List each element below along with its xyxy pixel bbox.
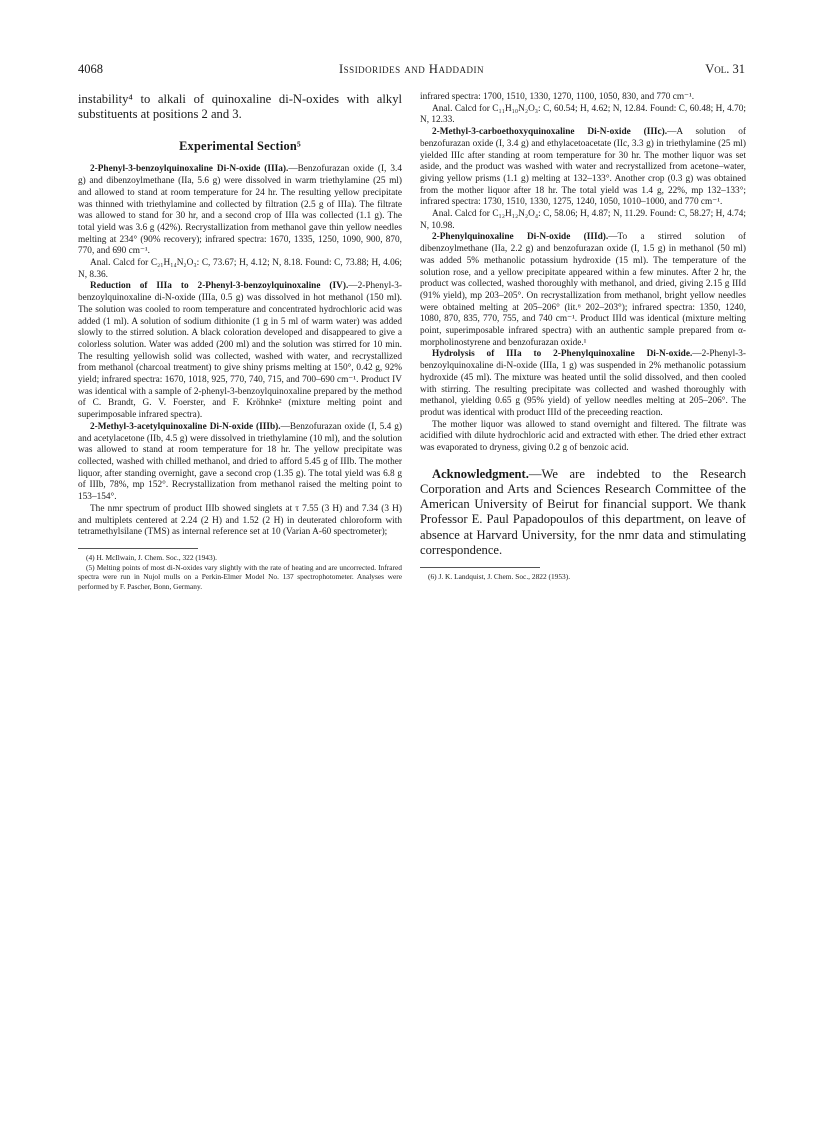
nmr-paragraph: The nmr spectrum of product IIIb showed singlets at τ 7.55 (3 H) and 7.34 (3 H) and multiplets centered at 2.24 (2 H) and 1.52 (2 H) in deuterated chloroform with tetramethylsilane (TMS) as internal reference set at 10 (Varian A-60 spectrometer); — [78, 503, 402, 538]
procedure-iiid-title: 2-Phenylquinoxaline Di-N-oxide (IIId). — [432, 232, 609, 243]
procedure-iiic — [420, 127, 746, 209]
page-number: 4068 — [78, 62, 103, 76]
procedure-iiic-title: 2-Methyl-3-carboethoxyquinoxaline Di-N-oxide (IIIc). — [432, 127, 668, 138]
procedure-iv-title: Reduction of IIIa to 2-Phenyl-3-benzoylquinoxaline (IV). — [90, 281, 349, 292]
left-column — [78, 92, 402, 591]
footnote-rule — [78, 548, 198, 549]
analysis-iiic: Anal. Calcd for C₁₂H₁₂N₂O₄: C, 58.06; H, 4.87; N, 11.29. Found: C, 58.27; H, 4.74; N, 10.98. — [420, 209, 746, 231]
procedure-iiic-body: —A solution of benzofurazan oxide (I, 3.4 g) and ethylacetoacetate (IIc, 3.3 g) in triethylamine (25 ml) yielded IIIc after standing at room temperature for 30 hr. The mother liquor was set aside, and the product was washed with water and recrystallized from acetone–water, giving yellow prisms (1.1 g) melting at 132–133°. Another crop (0.3 g) was obtained from the mother liquor after 18 hr. The total yield was 1.4 g, 22%, mp 132–133°; infrared spectra: 1730, 1510, 1330, 1275, 1240, 1050, 1010–1000, and 770 cm⁻¹. — [420, 127, 746, 208]
procedure-iiia-body: —Benzofurazan oxide (I, 3.4 g) and dibenzoylmethane (IIa, 5.6 g) were dissolved in warm triethylamine (25 ml) and allowed to stand at room temperature for 24 hr. The resulting yellow precipitate was thinned with triethylamine and collected by filtration (2.5 g of IIIa). The filtrate was allowed to stand for 30 hr, and a second crop of IIIa was collected (1.1 g). The total yield was 3.6 g (42%). Recrystallization from methanol gave thin yellow needles melting at 234° (90% recovery); infrared spectra: 1670, 1335, 1250, 1090, 900, 870, 770, and 690 cm⁻¹. — [78, 164, 402, 257]
procedure-iiia — [78, 164, 402, 258]
right-column — [420, 92, 746, 582]
procedure-iiia-title: 2-Phenyl-3-benzoylquinoxaline Di-N-oxide (IIIa). — [90, 164, 289, 175]
acknowledgment-body: —We are indebted to the Research Corporation and Arts and Sciences Research Committee of the American University of Beirut for financial support. We thank Professor E. Paul Papadopoulos of this department, on leave of absence at Harvard University, for the nmr data and stimulating correspondence. — [420, 466, 746, 557]
footnote-4: (4) H. McIlwain, J. Chem. Soc., 322 (1943). — [86, 552, 217, 562]
footnote-6: (6) J. K. Landquist, J. Chem. Soc., 2822 (1953). — [428, 572, 571, 582]
ir-continuation: infrared spectra: 1700, 1510, 1330, 1270, 1100, 1050, 830, and 770 cm⁻¹. — [420, 92, 695, 102]
procedure-hydrolysis-body: —2-Phenyl-3-benzoylquinoxaline di-N-oxide (IIIa, 1 g) was suspended in 2% methanolic potassium hydroxide (45 ml). The mixture was heated until the solid dissolved, and then cooled with stirring. The resulting precipitate was collected and washed thoroughly with methanol, yielding 0.65 g (95% yield) of yellow needles melting at 205–206°. The produt was identical with product IIId of the preceeding reaction. — [420, 349, 746, 418]
running-title: Issidorides and Haddadin — [339, 62, 484, 76]
procedure-iiid-body: —To a stirred solution of dibenzoylmethane (IIa, 2.2 g) and benzofurazan oxide (I, 1.5 g) in methanol (50 ml) was added 5% methanolic potassium hydroxide (15 ml). The temperature of the solution rose, and a yellow precipitate appeared within a few minutes. After 2 hr, the product was collected, washed thoroughly with methanol, and dried, giving 2.15 g IIId (91% yield), mp 203–205°. On recrystallization from methanol, bright yellow needles were obtained melting at 205–206° (lit.⁶ 202–203°); infrared spectra: 1350, 1240, 1080, 870, 835, 770, 755, and 740 cm⁻¹. Product IIId was identical (mixture melting point, superimposable infrared spectra) with an authentic sample prepared from α-morpholinostyrene and benzofurazan oxide.¹ — [420, 232, 746, 348]
footnotes-left — [78, 553, 402, 591]
acknowledgment-title: Acknowledgment. — [432, 466, 529, 481]
running-header — [78, 62, 745, 80]
intro-paragraph: instability⁴ to alkali of quinoxaline di-N-oxides with alkyl substituents at positions 2 and 3. — [78, 92, 402, 122]
acknowledgment — [420, 467, 746, 558]
procedure-iv — [78, 281, 402, 421]
procedure-iiid — [420, 232, 746, 349]
analysis-iiib: Anal. Calcd for C₁₁H₁₀N₂O₃: C, 60.54; H, 4.62; N, 12.84. Found: C, 60.48; H, 4.70; N, 12.33. — [420, 103, 746, 126]
procedure-iiib-body: —Benzofurazan oxide (I, 5.4 g) and acetylacetone (IIb, 4.5 g) were dissolved in triethylamine (10 ml), and the solution was allowed to stand at room temperature for 18 hr. The yellow precipitate was collected, washed with chilled methanol, and dried to afford 5.45 g of IIIb. The mother liquor, after standing overnight, gave a second crop (1.35 g). The total yield was 6.8 g of IIIb, 78%, mp 152°. Recrystallization from methanol raised the melting point to 153–154°. — [78, 421, 402, 503]
volume-label: Vol. 31 — [705, 62, 745, 76]
footnote-rule-right — [420, 567, 540, 568]
procedure-iv-body: —2-Phenyl-3-benzoylquinoxaline di-N-oxide (IIIa, 0.5 g) was dissolved in hot methanol (150 ml). The solution was cooled to room temperature and concentrated hydrochloric acid was added (1 ml). A solution of sodium dithionite (1 g in 5 ml of warm water) was added slowly to the stirred solution. A black coloration developed and disappeared to give a colorless solution. Water was added (200 ml) and the solution was stirred for 10 min. The resulting yellowish solid was collected, washed with water, and recrystallized from methanol (charcoal treatment) to give shiny prisms melting at 150°, 0.42 g, 92% yield; infrared spectra: 1670, 1018, 925, 770, 740, 715, and 700–690 cm⁻¹. Product IV was identical with a sample of 2-phenyl-3-benzoylquinoxaline prepared by the method of C. Brandt, G. V. Foerster, and F. Kröhnke² (mixture melting point and superimposable infrared spectra). — [78, 281, 402, 421]
mother-liquor-paragraph: The mother liquor was allowed to stand overnight and filtered. The filtrate was acidified with dilute hydrochloric acid and extracted with ether. The dried ether extract was evaporated to dryness, giving 0.2 g of benzoic acid. — [420, 419, 746, 454]
procedure-hydrolysis — [420, 349, 746, 419]
analysis-iiia: Anal. Calcd for C₂₁H₁₄N₂O₃: C, 73.67; H, 4.12; N, 8.18. Found: C, 73.88; H, 4.06; N, 8.36. — [78, 258, 402, 280]
procedure-iiib — [78, 422, 402, 504]
section-heading: Experimental Section⁵ — [179, 139, 301, 154]
procedure-iiib-title: 2-Methyl-3-acetylquinoxaline Di-N-oxide (IIIb). — [90, 421, 281, 432]
footnote-5: (5) Melting points of most di-N-oxides vary slightly with the rate of heating and are uncorrected. Infrared spectra were run in Nujol mulls on a Perkin-Elmer Model No. 137 spectrophotometer. Analyses were performed by F. Pascher, Bonn, Germany. — [78, 562, 402, 591]
footnotes-right — [420, 572, 746, 582]
procedure-hydrolysis-title: Hydrolysis of IIIa to 2-Phenylquinoxaline Di-N-oxide. — [432, 349, 693, 360]
